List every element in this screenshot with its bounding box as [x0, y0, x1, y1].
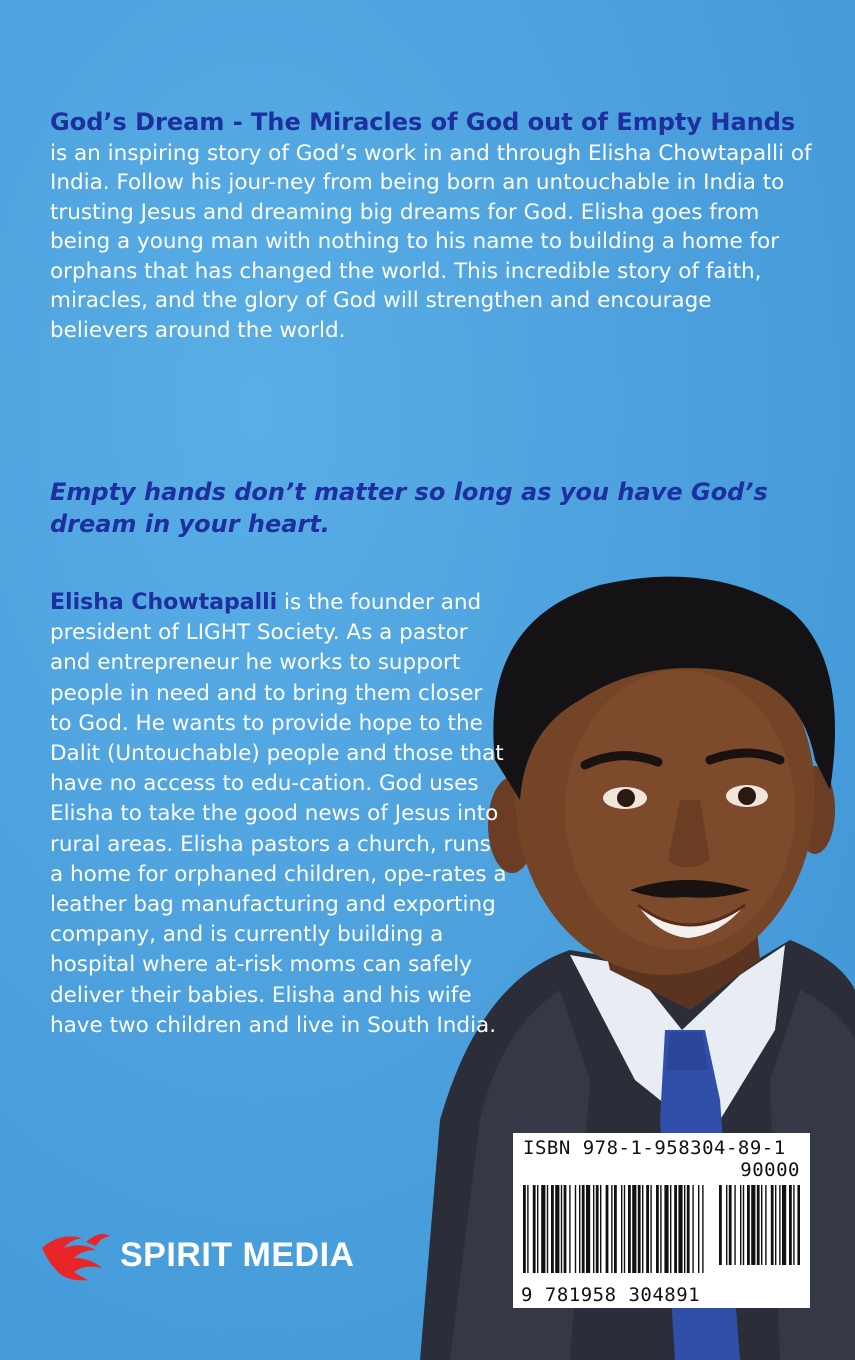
flame-dove-icon — [40, 1228, 112, 1282]
isbn-barcode — [513, 1133, 810, 1308]
barcode-bars — [523, 1185, 800, 1283]
author-name: Elisha Chowtapalli — [50, 590, 278, 615]
book-description — [50, 108, 815, 345]
publisher-logo — [40, 1228, 355, 1282]
publisher-name: SPIRIT MEDIA — [120, 1235, 355, 1274]
barcode-digits: 9 781958 304891 — [521, 1284, 701, 1306]
author-bio — [50, 588, 510, 1041]
tagline: Empty hands don’t matter so long as you have God’s dream in your heart. — [50, 478, 768, 538]
isbn-label: ISBN 978-1-958304-89-1 — [523, 1137, 786, 1159]
price-addon: 90000 — [740, 1159, 800, 1181]
book-title: God’s Dream - The Miracles of God out of Empty Hands — [50, 108, 796, 136]
author-bio-text: is the founder and president of LIGHT Society. As a pastor and entrepreneur he works to support people in need and to bring them closer to God. He wants to provide hope to the Dalit (Untouchable) people and those that have no access to edu-cation. God uses Elisha to take the good news of Jesus into rural areas. Elisha pastors a church, runs a home for orphaned children, ope-rates a leather bag manufacturing and exporting company, and is currently building a hospital where at-risk moms can safely deliver their babies. Elisha and his wife have two children and live in South India. — [50, 590, 507, 1038]
book-description-text: is an inspiring story of God’s work in and through Elisha Chowtapalli of India. Follow his jour-ney from being born an untouchable in India to trusting Jesus and dreaming big dreams for God. Elisha goes from being a young man with nothing to his name to building a home for orphans that has changed the world. This incredible story of faith, miracles, and the glory of God will strengthen and encourage believers around the world. — [50, 140, 812, 343]
